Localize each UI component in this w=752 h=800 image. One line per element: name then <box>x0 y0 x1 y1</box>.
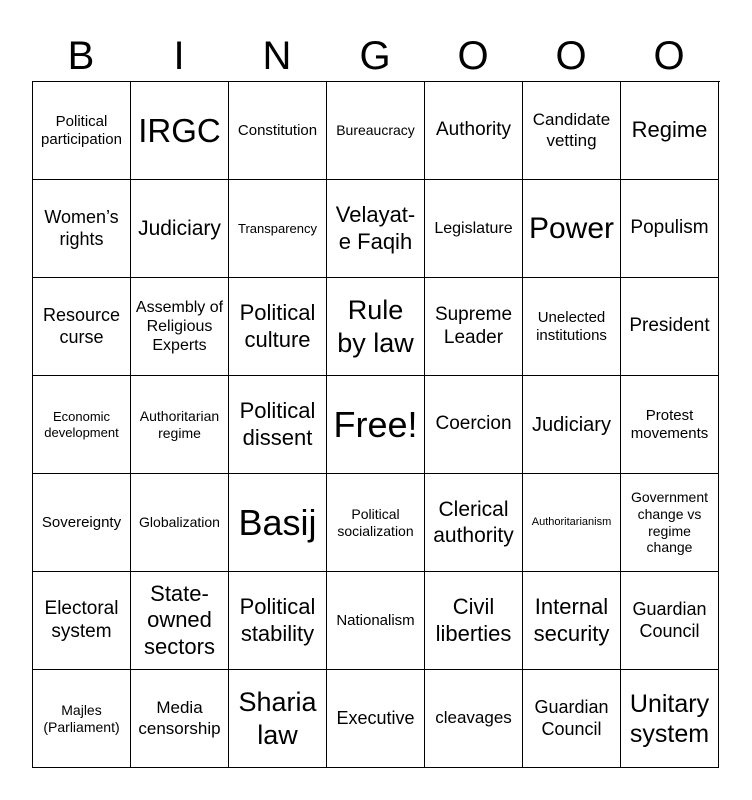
header-letter: O <box>653 34 685 78</box>
bingo-cell[interactable]: Majles (Parliament) <box>33 670 131 768</box>
bingo-cell[interactable]: Clerical authority <box>425 474 523 572</box>
bingo-cell[interactable]: Nationalism <box>327 572 425 670</box>
bingo-cell[interactable]: Supreme Leader <box>425 278 523 376</box>
bingo-cell[interactable]: Coercion <box>425 376 523 474</box>
bingo-cell[interactable]: cleavages <box>425 670 523 768</box>
bingo-cell[interactable]: Women’s rights <box>33 180 131 278</box>
bingo-cell[interactable]: Legislature <box>425 180 523 278</box>
bingo-cell[interactable]: Authority <box>425 82 523 180</box>
bingo-cell[interactable]: Resource curse <box>33 278 131 376</box>
bingo-cell[interactable]: Internal security <box>523 572 621 670</box>
bingo-cell[interactable]: IRGC <box>131 82 229 180</box>
bingo-cell[interactable]: Guardian Council <box>621 572 719 670</box>
header-letter: O <box>457 34 489 78</box>
bingo-cell[interactable]: Basij <box>229 474 327 572</box>
bingo-cell[interactable]: Authoritarian regime <box>131 376 229 474</box>
bingo-cell[interactable]: President <box>621 278 719 376</box>
bingo-cell[interactable]: Political dissent <box>229 376 327 474</box>
bingo-cell[interactable]: Sharia law <box>229 670 327 768</box>
header-letter: N <box>262 34 292 78</box>
bingo-cell[interactable]: Unelected institutions <box>523 278 621 376</box>
free-space-cell[interactable]: Free! <box>327 376 425 474</box>
header-letter: G <box>359 34 391 78</box>
bingo-cell[interactable]: Unitary system <box>621 670 719 768</box>
bingo-cell[interactable]: Globalization <box>131 474 229 572</box>
bingo-grid <box>32 81 720 768</box>
bingo-cell[interactable]: Executive <box>327 670 425 768</box>
bingo-cell[interactable]: Assembly of Religious Experts <box>131 278 229 376</box>
header-letter: B <box>67 34 95 78</box>
header-letter: O <box>555 34 587 78</box>
header-letter: I <box>173 34 185 78</box>
bingo-cell[interactable]: Political culture <box>229 278 327 376</box>
bingo-cell[interactable]: Constitution <box>229 82 327 180</box>
bingo-cell[interactable]: Judiciary <box>523 376 621 474</box>
bingo-cell[interactable]: Sovereignty <box>33 474 131 572</box>
bingo-header <box>32 30 720 82</box>
bingo-cell[interactable]: Velayat-e Faqih <box>327 180 425 278</box>
bingo-cell[interactable]: Transparency <box>229 180 327 278</box>
bingo-cell[interactable]: Political socialization <box>327 474 425 572</box>
bingo-cell[interactable]: Protest movements <box>621 376 719 474</box>
bingo-cell[interactable]: Power <box>523 180 621 278</box>
bingo-cell[interactable]: Candidate vetting <box>523 82 621 180</box>
bingo-cell[interactable]: Guardian Council <box>523 670 621 768</box>
bingo-cell[interactable]: State-owned sectors <box>131 572 229 670</box>
bingo-cell[interactable]: Electoral system <box>33 572 131 670</box>
bingo-cell[interactable]: Populism <box>621 180 719 278</box>
bingo-cell[interactable]: Political participation <box>33 82 131 180</box>
bingo-cell[interactable]: Authoritarianism <box>523 474 621 572</box>
bingo-cell[interactable]: Regime <box>621 82 719 180</box>
bingo-cell[interactable]: Bureaucracy <box>327 82 425 180</box>
bingo-cell[interactable]: Economic development <box>33 376 131 474</box>
bingo-cell[interactable]: Media censorship <box>131 670 229 768</box>
bingo-cell[interactable]: Political stability <box>229 572 327 670</box>
bingo-cell[interactable]: Civil liberties <box>425 572 523 670</box>
bingo-cell[interactable]: Rule by law <box>327 278 425 376</box>
bingo-cell[interactable]: Judiciary <box>131 180 229 278</box>
bingo-cell[interactable]: Government change vs regime change <box>621 474 719 572</box>
